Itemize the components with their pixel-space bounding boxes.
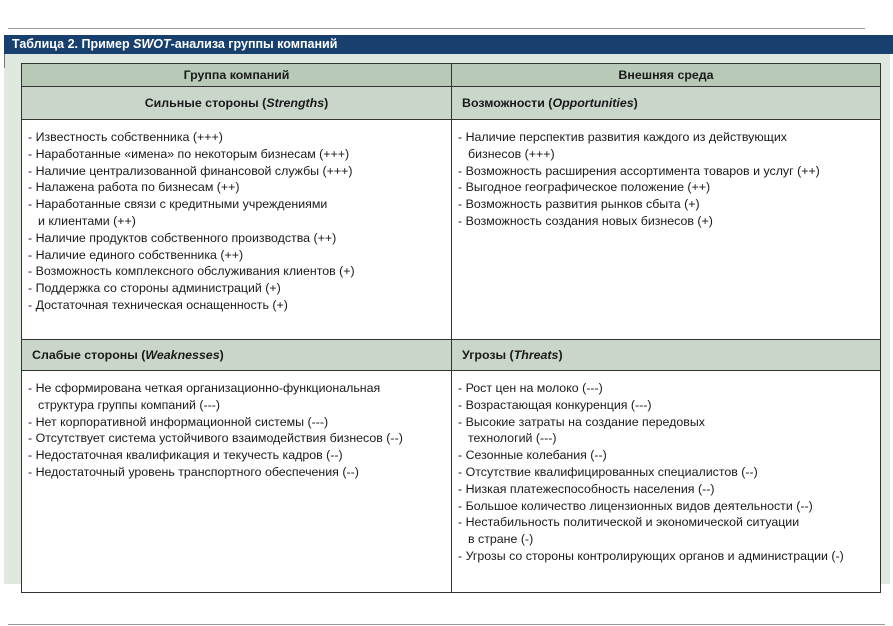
weaknesses-list	[28, 380, 447, 481]
list-item: - Известность собственника (+++)	[28, 130, 223, 144]
list-item: - Рост цен на молоко (---)	[458, 381, 603, 395]
list-item: - Отсутствие квалифицированных специалистов (--)	[458, 464, 758, 479]
list-item: - Наличие централизованной финансовой службы (+++)	[28, 163, 353, 178]
strengths-opportunities-body-row	[22, 120, 881, 340]
strengths-list	[28, 129, 447, 314]
weaknesses-threats-body-row	[22, 371, 881, 593]
weaknesses-header	[22, 340, 452, 371]
weaknesses-label: Слабые стороны (	[32, 348, 146, 362]
weaknesses-cell	[22, 371, 452, 593]
list-item: структура группы компаний (---)	[38, 397, 221, 412]
opportunities-label-emph: Opportunities	[552, 96, 634, 110]
list-item: - Возможность развития рынков сбыта (+)	[458, 197, 700, 212]
list-item: - Нестабильность политической и экономической ситуации	[458, 515, 800, 530]
list-item: - Сезонные колебания (--)	[458, 448, 607, 463]
list-item: - Поддержка со стороны администраций (+)	[28, 281, 281, 296]
strengths-label: Сильные стороны (	[144, 96, 267, 110]
top-rule	[8, 28, 865, 29]
bottom-rule	[8, 624, 885, 625]
weaknesses-label-close: )	[219, 348, 224, 362]
list-item: - Возрастающая конкуренция (---)	[458, 397, 652, 412]
strengths-header	[22, 87, 452, 120]
list-item: - Налажена работа по бизнесам (++)	[28, 180, 240, 195]
threats-label: Угрозы (	[462, 348, 514, 362]
swot-table	[21, 63, 881, 593]
list-item: - Низкая платежеспособность населения (--)	[458, 481, 715, 496]
threats-label-close: )	[558, 348, 563, 362]
list-item: - Наработанные «имена» по некоторым бизнесам (+++)	[28, 146, 350, 161]
table-title-emph: SWOT	[133, 37, 171, 51]
list-item: - Высокие затраты на создание передовых	[458, 414, 705, 429]
list-item: - Возможность комплексного обслуживания клиентов (+)	[28, 264, 355, 279]
list-item: - Угрозы со стороны контролирующих органов и администрации (-)	[458, 548, 844, 563]
table-title	[4, 35, 893, 54]
opportunities-cell	[452, 120, 881, 340]
list-item: - Возможность расширения ассортимента товаров и услуг (++)	[458, 163, 820, 178]
list-item: в стране (-)	[468, 532, 534, 547]
list-item: - Наличие продуктов собственного производства (++)	[28, 230, 337, 245]
list-item: - Выгодное географическое положение (++)	[458, 180, 711, 195]
list-item: - Наличие единого собственника (++)	[28, 247, 244, 262]
table-title-suffix: -анализа группы компаний	[170, 37, 338, 51]
list-item: - Не сформирована четкая организационно-функциональная	[28, 381, 381, 395]
opportunities-list	[458, 129, 876, 230]
list-item: технологий (---)	[468, 431, 557, 446]
list-item: - Возможность создания новых бизнесов (+)	[458, 213, 713, 228]
weaknesses-threats-header-row	[22, 340, 881, 371]
threats-label-emph: Threats	[513, 348, 559, 362]
list-item: - Наличие перспектив развития каждого из действующих	[458, 130, 787, 144]
list-item: - Отсутствует система устойчивого взаимодействия бизнесов (--)	[28, 431, 403, 446]
table-title-prefix: Таблица 2. Пример	[12, 37, 134, 51]
list-item: - Нет корпоративной информационной системы (---)	[28, 414, 329, 429]
threats-list	[458, 380, 876, 565]
strengths-label-emph: Strengths	[266, 96, 325, 110]
threats-header	[452, 340, 881, 371]
list-item: - Недостаточная квалификация и текучесть кадров (--)	[28, 448, 343, 463]
environment-header-row	[22, 64, 881, 87]
frame-left-rule	[4, 54, 5, 68]
opportunities-label: Возможности (	[462, 96, 553, 110]
list-item: - Наработанные связи с кредитными учреждениями	[28, 197, 328, 212]
strengths-cell	[22, 120, 452, 340]
strengths-label-close: )	[324, 96, 329, 110]
table-frame	[4, 54, 890, 584]
opportunities-header	[452, 87, 881, 120]
strengths-opportunities-header-row	[22, 87, 881, 120]
list-item: - Достаточная техническая оснащенность (+)	[28, 297, 288, 312]
header-company-group: Группа компаний	[22, 64, 452, 87]
threats-cell	[452, 371, 881, 593]
list-item: - Недостаточный уровень транспортного обеспечения (--)	[28, 464, 359, 479]
list-item: бизнесов (+++)	[468, 146, 555, 161]
opportunities-label-close: )	[633, 96, 638, 110]
list-item: и клиентами (++)	[38, 213, 136, 228]
weaknesses-label-emph: Weaknesses	[145, 348, 220, 362]
list-item: - Большое количество лицензионных видов деятельности (--)	[458, 498, 813, 513]
header-external-environment: Внешняя среда	[452, 64, 881, 87]
